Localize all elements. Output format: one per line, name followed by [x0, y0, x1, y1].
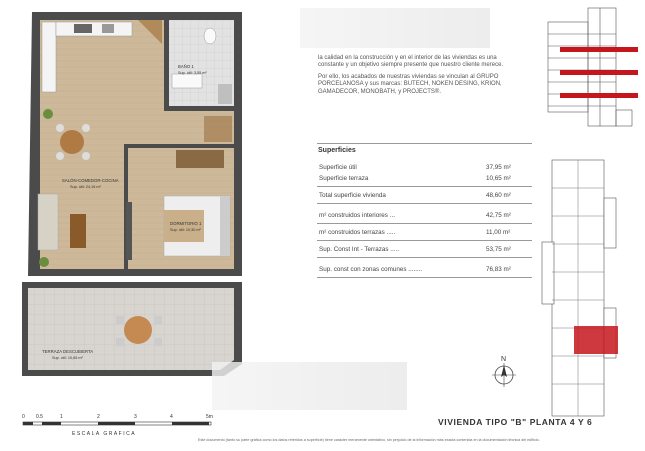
graphic-scale	[20, 412, 220, 442]
surface-row	[317, 210, 532, 221]
surface-row	[317, 227, 532, 238]
disclaimer-text: Este documento (tanto su parte gráfica como los datos referidos a superficie) tiene carácter meramente orientativo, sin perjuicio de la información más exacta contenida en la documentación técnica del edificio.	[198, 438, 540, 442]
scale-tick: 2	[97, 414, 100, 420]
divider	[317, 223, 532, 224]
surface-row	[317, 190, 532, 201]
room-dorm-name: DORMITORIO 1	[170, 221, 202, 226]
scale-tick: 4	[170, 414, 173, 420]
surface-row	[317, 264, 532, 275]
surface-row	[317, 173, 532, 184]
divider	[317, 277, 532, 278]
scale-label: ESCALA GRAFICA	[72, 431, 137, 437]
room-salon-area: Sup. útil: 24,15 m²	[70, 185, 101, 189]
decorative-block	[212, 362, 407, 410]
surface-value: 42,75 m²	[486, 212, 511, 219]
intro-paragraph-1: la calidad en la construcción y en el interior de las viviendas es una constante y un objetivo siempre presente que nuestro cliente merece.	[318, 55, 504, 69]
surface-label: Sup. Const Int - Terrazas .....	[319, 246, 400, 253]
intro-text	[318, 55, 508, 100]
surface-value: 37,95 m²	[486, 164, 511, 171]
surface-label: m² construidos interiores ...	[319, 212, 395, 219]
room-terraza-area: Sup. útil: 10,65 m²	[52, 356, 83, 360]
divider	[317, 143, 532, 144]
floor-key-plan	[538, 158, 620, 420]
room-terraza-name: TERRAZA DESCUBIERTA	[42, 349, 94, 354]
scale-tick: 3	[134, 414, 137, 420]
decorative-block	[300, 8, 490, 48]
room-bano-area: Sup. útil: 3,55 m²	[178, 71, 207, 75]
scale-tick: 1	[60, 414, 63, 420]
surface-label: Superficie útil	[319, 164, 357, 171]
building-elevation-diagram	[538, 4, 640, 134]
scale-tick: 5m	[206, 414, 213, 420]
surface-label: m² construidos terrazas .....	[319, 229, 396, 236]
floor-plan	[14, 4, 264, 412]
surface-label: Total superficie vivienda	[319, 192, 386, 199]
room-bano-name: BAÑO 1	[178, 64, 194, 69]
scale-tick: 0.5	[36, 414, 43, 420]
surface-label: Sup. const con zonas comunes ........	[319, 266, 423, 273]
intro-paragraph-2: Por ello, los acabados de nuestras viviendas se vinculan al GRUPO PORCELANOSA y sus marcas: BUTECH, NOKEN DESING, KRION, GAMADECOR, MONOBATH, y PROJECTS®.	[318, 73, 502, 95]
room-salon-name: SALÓN-COMEDOR-COCINA	[62, 178, 119, 183]
north-compass	[488, 353, 520, 389]
surface-value: 11,00 m²	[486, 229, 511, 236]
surface-row	[317, 244, 532, 255]
surface-value: 48,60 m²	[486, 192, 511, 199]
surface-value: 10,65 m²	[486, 175, 511, 182]
surface-value: 53,75 m²	[486, 246, 511, 253]
compass-label: N	[501, 356, 507, 363]
surfaces-table	[317, 141, 532, 281]
divider	[317, 186, 532, 187]
divider	[317, 203, 532, 204]
divider	[317, 240, 532, 241]
surfaces-title: Superficies	[318, 147, 356, 154]
surface-row	[317, 162, 532, 173]
surface-label: Superficie terraza	[319, 175, 369, 182]
scale-tick: 0	[22, 414, 25, 420]
compass-icon	[488, 353, 520, 389]
room-dorm-area: Sup. útil: 10,30 m²	[170, 228, 201, 232]
plan-title: VIVIENDA TIPO "B" PLANTA 4 Y 6	[438, 417, 593, 427]
divider	[317, 257, 532, 258]
surface-value: 76,83 m²	[486, 266, 511, 273]
